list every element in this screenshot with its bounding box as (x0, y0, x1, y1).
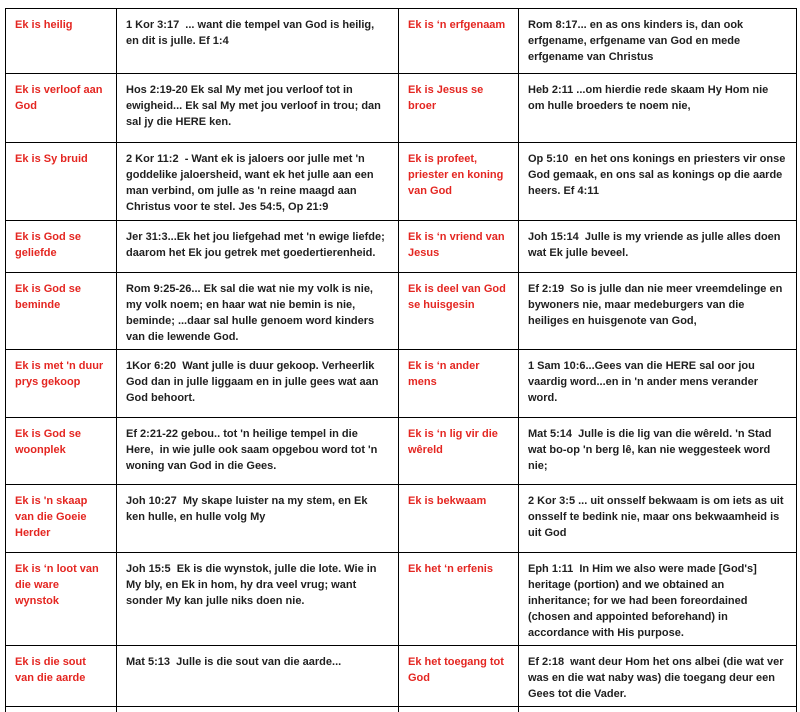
table-row (6, 646, 797, 707)
scripture-verse: Heb 2:11 ...om hierdie rede skaam Hy Hom nie om hulle broeders te noem nie, (519, 74, 797, 143)
scripture-verse: Rom 8:17... en as ons kinders is, dan ook erfgename, erfgename van God en mede erfgename van Christus (519, 9, 797, 74)
affirmation-label: Ek is ‘n erfgenaam (399, 9, 519, 74)
affirmations-table-body (6, 9, 797, 712)
scripture-verse: 1 Kor 3:17 ... want die tempel van God is heilig, en dit is julle. Ef 1:4 (117, 9, 399, 74)
scripture-verse: Joh 15:14 Julle is my vriende as julle alles doen wat Ek julle beveel. (519, 221, 797, 273)
scripture-verse: Eph 1:11 In Him we also were made [God's] heritage (portion) and we obtained an inheritance; for we had been foreordained (chosen and appointed beforehand) in accordance with His purpose. (519, 553, 797, 646)
scripture-verse: Op 5:10 en het ons konings en priesters vir onse God gemaak, en ons sal as konings op die aarde heers. Ef 4:11 (519, 143, 797, 221)
scripture-verse: Mat 5:13 Julle is die sout van die aarde... (117, 646, 399, 707)
scripture-verse: Ef 2:19 So is julle dan nie meer vreemdelinge en bywoners nie, maar medeburgers van die heiliges en huisgenote van God, (519, 273, 797, 350)
scripture-verse: Joh 10:27 My skape luister na my stem, en Ek ken hulle, en hulle volg My (117, 485, 399, 553)
affirmation-label: Ek is God se geliefde (6, 221, 117, 273)
scripture-verse: 1Kor 6:20 Want julle is duur gekoop. Verheerlik God dan in julle liggaam en in julle gees wat aan God behoort. (117, 350, 399, 418)
scripture-verse: Hos 2:19-20 Ek sal My met jou verloof tot in ewigheid... Ek sal My met jou verloof in trou; dan sal jy die HERE ken. (117, 74, 399, 143)
affirmation-label: Ek is die sout van die aarde (6, 646, 117, 707)
affirmation-label (6, 707, 117, 712)
affirmation-label: Ek is 'n skaap van die Goeie Herder (6, 485, 117, 553)
scripture-verse (117, 707, 399, 712)
affirmation-label: Ek is ‘n ander mens (399, 350, 519, 418)
table-row (6, 418, 797, 485)
table-row (6, 553, 797, 646)
table-row (6, 350, 797, 418)
scripture-verse: Mat 5:14 Julle is die lig van die wêreld. 'n Stad wat bo-op 'n berg lê, kan nie weggesteek word nie; (519, 418, 797, 485)
affirmations-table (5, 8, 797, 712)
affirmation-label: Ek is ‘n vriend van Jesus (399, 221, 519, 273)
scripture-verse: 2 Kor 3:5 ... uit onsself bekwaam is om iets as uit onsself te bedink nie, maar ons bekwaamheid is uit God (519, 485, 797, 553)
affirmation-label: Ek is met 'n duur prys gekoop (6, 350, 117, 418)
affirmation-label: Ek is Jesus se broer (399, 74, 519, 143)
table-row (6, 485, 797, 553)
affirmation-label: Ek is God se beminde (6, 273, 117, 350)
affirmation-label: Ek is bekwaam (399, 485, 519, 553)
scripture-verse: Jer 31:3...Ek het jou liefgehad met 'n ewige liefde; daarom het Ek jou getrek met goedertierenheid. (117, 221, 399, 273)
affirmation-label: Ek is heilig (6, 9, 117, 74)
affirmation-label (399, 707, 519, 712)
scripture-verse: 2 Kor 11:2 - Want ek is jaloers oor julle met 'n goddelike jaloersheid, want ek het julle aan een man verbind, om julle as 'n reine maagd aan Christus voor te stel. Jes 54:5, Op 21:9 (117, 143, 399, 221)
table-row (6, 143, 797, 221)
scripture-verse: 1 Sam 10:6...Gees van die HERE sal oor jou vaardig word...en in 'n ander mens verander word. (519, 350, 797, 418)
affirmation-label: Ek is Sy bruid (6, 143, 117, 221)
affirmation-label: Ek is deel van God se huisgesin (399, 273, 519, 350)
scripture-verse: Ef 2:21-22 gebou.. tot 'n heilige tempel in die Here, in wie julle ook saam opgebou word tot 'n woning van God in die Gees. (117, 418, 399, 485)
table-row (6, 9, 797, 74)
affirmation-label: Ek het toegang tot God (399, 646, 519, 707)
affirmation-label: Ek is God se woonplek (6, 418, 117, 485)
table-row (6, 273, 797, 350)
table-row (6, 74, 797, 143)
affirmation-label: Ek is verloof aan God (6, 74, 117, 143)
table-row (6, 221, 797, 273)
affirmation-label: Ek is profeet, priester en koning van God (399, 143, 519, 221)
affirmation-label: Ek is ‘n loot van die ware wynstok (6, 553, 117, 646)
scripture-verse (519, 707, 797, 712)
scripture-verse: Ef 2:18 want deur Hom het ons albei (die wat ver was en die wat naby was) die toegang deur een Gees tot die Vader. (519, 646, 797, 707)
affirmation-label: Ek het ‘n erfenis (399, 553, 519, 646)
scripture-verse: Rom 9:25-26... Ek sal die wat nie my volk is nie, my volk noem; en haar wat nie bemin is nie, beminde; ...daar sal hulle genoem word kinders van die lewende God. (117, 273, 399, 350)
table-row (6, 707, 797, 712)
affirmation-label: Ek is ‘n lig vir die wêreld (399, 418, 519, 485)
scripture-verse: Joh 15:5 Ek is die wynstok, julle die lote. Wie in My bly, en Ek in hom, hy dra veel vrug; want sonder My kan julle niks doen nie. (117, 553, 399, 646)
